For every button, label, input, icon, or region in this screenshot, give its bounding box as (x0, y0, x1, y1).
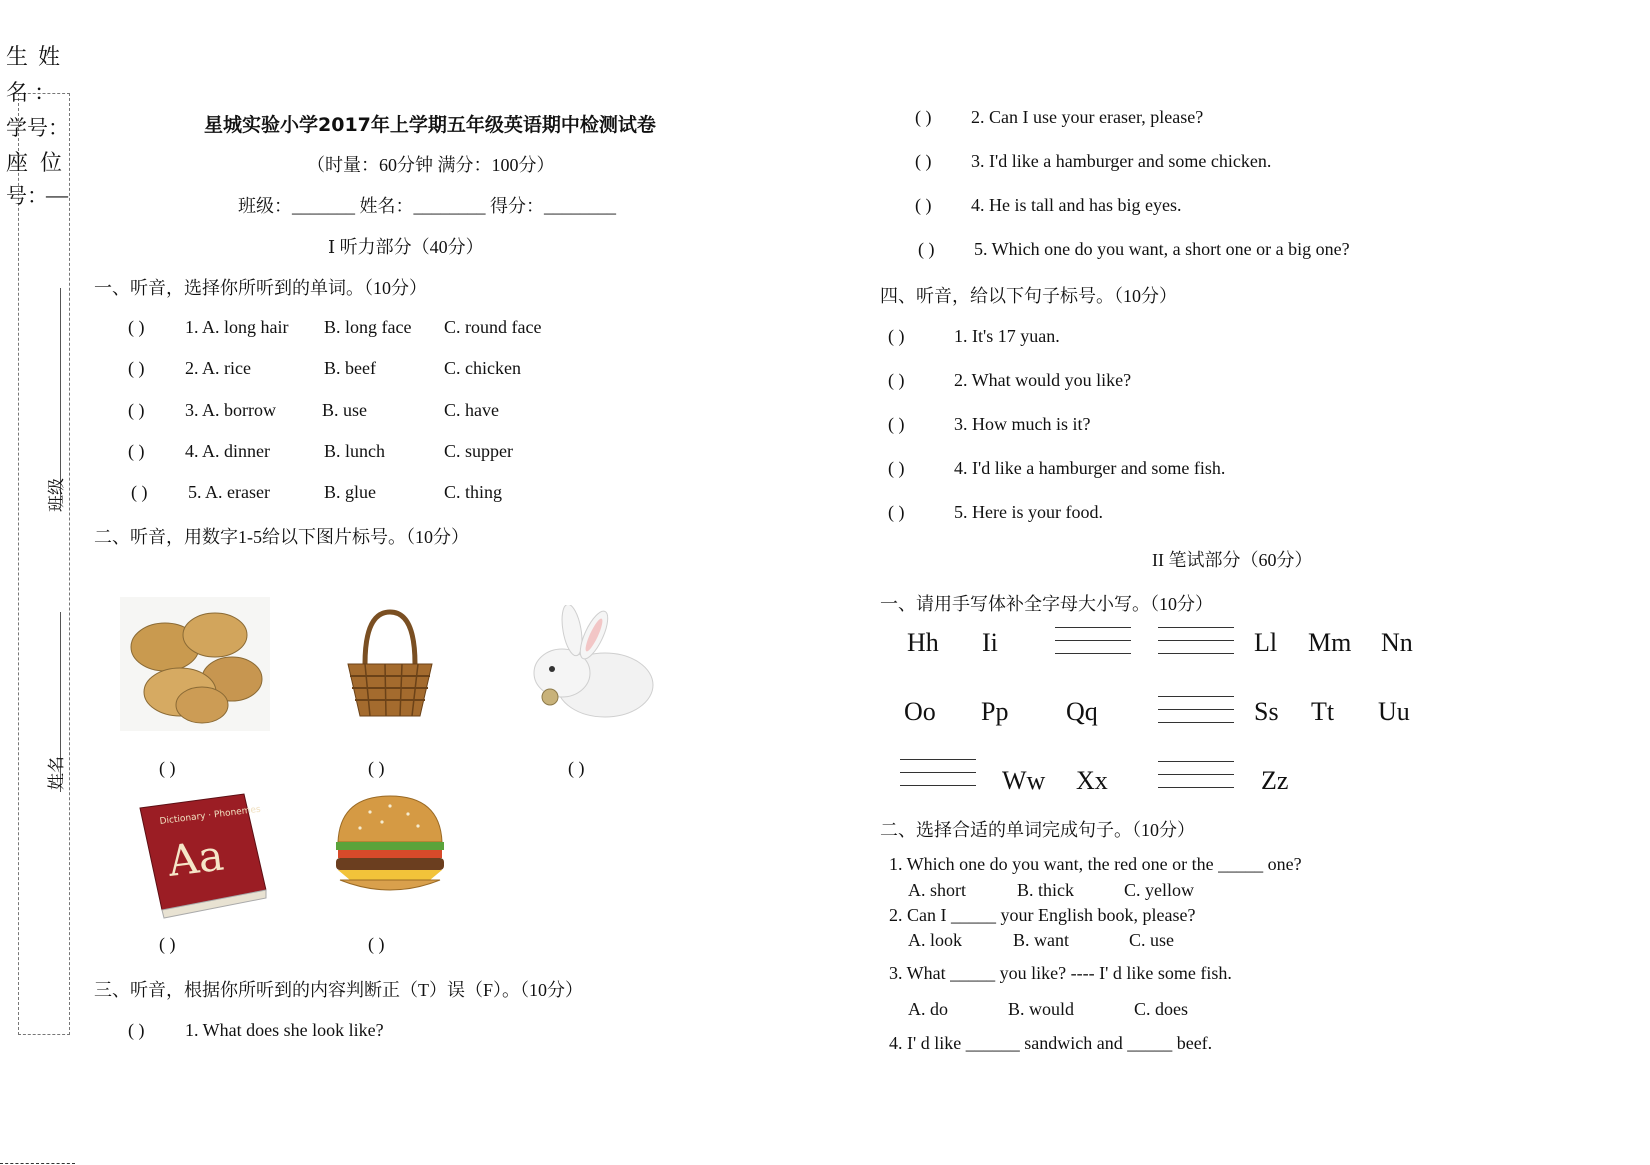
picture-answer-bracket: ( ) (368, 758, 385, 778)
side-label-char: 名 (6, 80, 29, 105)
letter-pair: Ii (982, 628, 998, 657)
part2-title: 二、听音，用数字1-5给以下图片标号。（10分） (94, 527, 469, 547)
binding-margin-box (18, 93, 70, 1035)
order-sentence: 5. Here is your food. (954, 502, 1103, 522)
letter-pair: Ll (1254, 628, 1278, 657)
potatoes-picture (120, 597, 270, 731)
option: C. does (1134, 999, 1188, 1019)
basket-picture (340, 604, 440, 724)
writing-heading: II 笔试部分（60分） (1152, 550, 1313, 570)
answer-bracket: ( ) (888, 458, 905, 478)
answer-bracket: ( ) (128, 1020, 145, 1040)
answer-bracket: ( ) (128, 400, 145, 420)
answer-bracket: ( ) (888, 502, 905, 522)
option: A. do (908, 999, 948, 1019)
picture-answer-bracket: ( ) (159, 934, 176, 954)
letter-pair: Xx (1076, 766, 1108, 795)
writing-part2-title: 二、选择合适的单词完成句子。（10分） (880, 820, 1195, 840)
side-label-char: 位 (40, 150, 63, 175)
tf-statement: 3. I'd like a hamburger and some chicken. (971, 151, 1272, 171)
tf-statement: 4. He is tall and has big eyes. (971, 195, 1182, 215)
choice-a: 3. A. borrow (185, 400, 276, 420)
handwriting-lines[interactable] (900, 759, 976, 799)
handwriting-lines[interactable] (1158, 627, 1234, 667)
side-name-label: 姓名 (47, 756, 66, 790)
part3-title: 三、听音，根据你所听到的内容判断正（T）误（F）。（10分） (94, 980, 584, 1000)
side-label-char: 生 (6, 44, 29, 69)
class-write-line (60, 288, 61, 508)
choice-b: B. use (322, 400, 367, 420)
choice-c: C. have (444, 400, 499, 420)
handwriting-lines[interactable] (1055, 627, 1131, 667)
fill-question: 2. Can I _____ your English book, please? (889, 905, 1196, 925)
option: B. want (1013, 930, 1069, 950)
exam-subtitle: （时量：60分钟 满分：100分） (307, 155, 555, 175)
choice-a: 5. A. eraser (188, 482, 270, 502)
tf-statement: 5. Which one do you want, a short one or a big one? (974, 239, 1350, 259)
answer-bracket: ( ) (888, 326, 905, 346)
choice-b: B. beef (324, 358, 376, 378)
answer-bracket: ( ) (915, 107, 932, 127)
choice-b: B. glue (324, 482, 376, 502)
page-title: 星城实验小学2017年上学期五年级英语期中检测试卷 (204, 114, 656, 136)
order-sentence: 4. I'd like a hamburger and some fish. (954, 458, 1226, 478)
part1-title: 一、听音，选择你所听到的单词。（10分） (94, 278, 427, 298)
letter-pair: Uu (1378, 697, 1410, 726)
handwriting-lines[interactable] (1158, 761, 1234, 801)
answer-bracket: ( ) (128, 317, 145, 337)
picture-answer-bracket: ( ) (368, 934, 385, 954)
order-sentence: 2. What would you like? (954, 370, 1132, 390)
side-label-char: ： (34, 80, 57, 105)
handwriting-lines[interactable] (1158, 696, 1234, 736)
answer-bracket: ( ) (128, 358, 145, 378)
answer-bracket: ( ) (915, 151, 932, 171)
letter-pair: Tt (1311, 697, 1335, 726)
side-label-char: 座 (6, 150, 29, 175)
dictionary-picture (134, 790, 274, 920)
letter-pair: Zz (1261, 766, 1289, 795)
answer-bracket: ( ) (128, 441, 145, 461)
answer-bracket: ( ) (888, 370, 905, 390)
answer-bracket: ( ) (915, 195, 932, 215)
choice-c: C. thing (444, 482, 503, 502)
letter-pair: Ss (1254, 697, 1279, 726)
order-sentence: 1. It's 17 yuan. (954, 326, 1060, 346)
side-label-char: — (46, 182, 68, 207)
letter-pair: Oo (904, 697, 936, 726)
dictionary-cover-letters: Aa (165, 830, 227, 886)
hamburger-picture (330, 790, 450, 900)
side-student-id-label: 学号： (6, 116, 69, 140)
letter-pair: Ww (1002, 766, 1046, 795)
choice-a: 1. A. long hair (185, 317, 289, 337)
student-info-line: 班级：_______ 姓名：________ 得分：________ (238, 196, 616, 216)
side-seat-label: 号： (6, 184, 48, 208)
option: C. yellow (1124, 880, 1194, 900)
option: A. look (908, 930, 962, 950)
tf-statement: 1. What does she look like? (185, 1020, 384, 1040)
tf-statement: 2. Can I use your eraser, please? (971, 107, 1204, 127)
choice-c: C. supper (444, 441, 513, 461)
letter-pair: Mm (1308, 628, 1352, 657)
rabbit-picture (520, 605, 660, 723)
choice-b: B. long face (324, 317, 412, 337)
fill-question: 1. Which one do you want, the red one or the _____ one? (889, 854, 1302, 874)
letter-pair: Nn (1381, 628, 1413, 657)
option: C. use (1129, 930, 1174, 950)
choice-a: 4. A. dinner (185, 441, 270, 461)
order-sentence: 3. How much is it? (954, 414, 1091, 434)
letter-pair: Pp (981, 697, 1009, 726)
listening-heading: Ⅰ 听力部分（40分） (328, 237, 484, 257)
option: B. thick (1017, 880, 1074, 900)
side-label-char: 姓 (38, 44, 61, 69)
choice-b: B. lunch (324, 441, 385, 461)
picture-answer-bracket: ( ) (159, 758, 176, 778)
part4-title: 四、听音，给以下句子标号。（10分） (880, 286, 1177, 306)
option: B. would (1008, 999, 1075, 1019)
side-class-label: 班级 (47, 478, 66, 512)
picture-answer-bracket: ( ) (568, 758, 585, 778)
answer-bracket: ( ) (131, 482, 148, 502)
option: A. short (908, 880, 966, 900)
choice-c: C. round face (444, 317, 542, 337)
choice-c: C. chicken (444, 358, 521, 378)
fill-question: 3. What _____ you like? ---- I' d like some fish. (889, 963, 1232, 983)
dictionary-cover-title: Dictionary · Phonemes (159, 804, 262, 827)
writing-part1-title: 一、请用手写体补全字母大小写。（10分） (880, 594, 1213, 614)
letter-pair: Hh (907, 628, 939, 657)
answer-bracket: ( ) (918, 239, 935, 259)
letter-pair: Qq (1066, 697, 1098, 726)
choice-a: 2. A. rice (185, 358, 251, 378)
fill-question: 4. I' d like ______ sandwich and _____ beef. (889, 1033, 1213, 1053)
bottom-dashed-rule (0, 1163, 75, 1164)
answer-bracket: ( ) (888, 414, 905, 434)
